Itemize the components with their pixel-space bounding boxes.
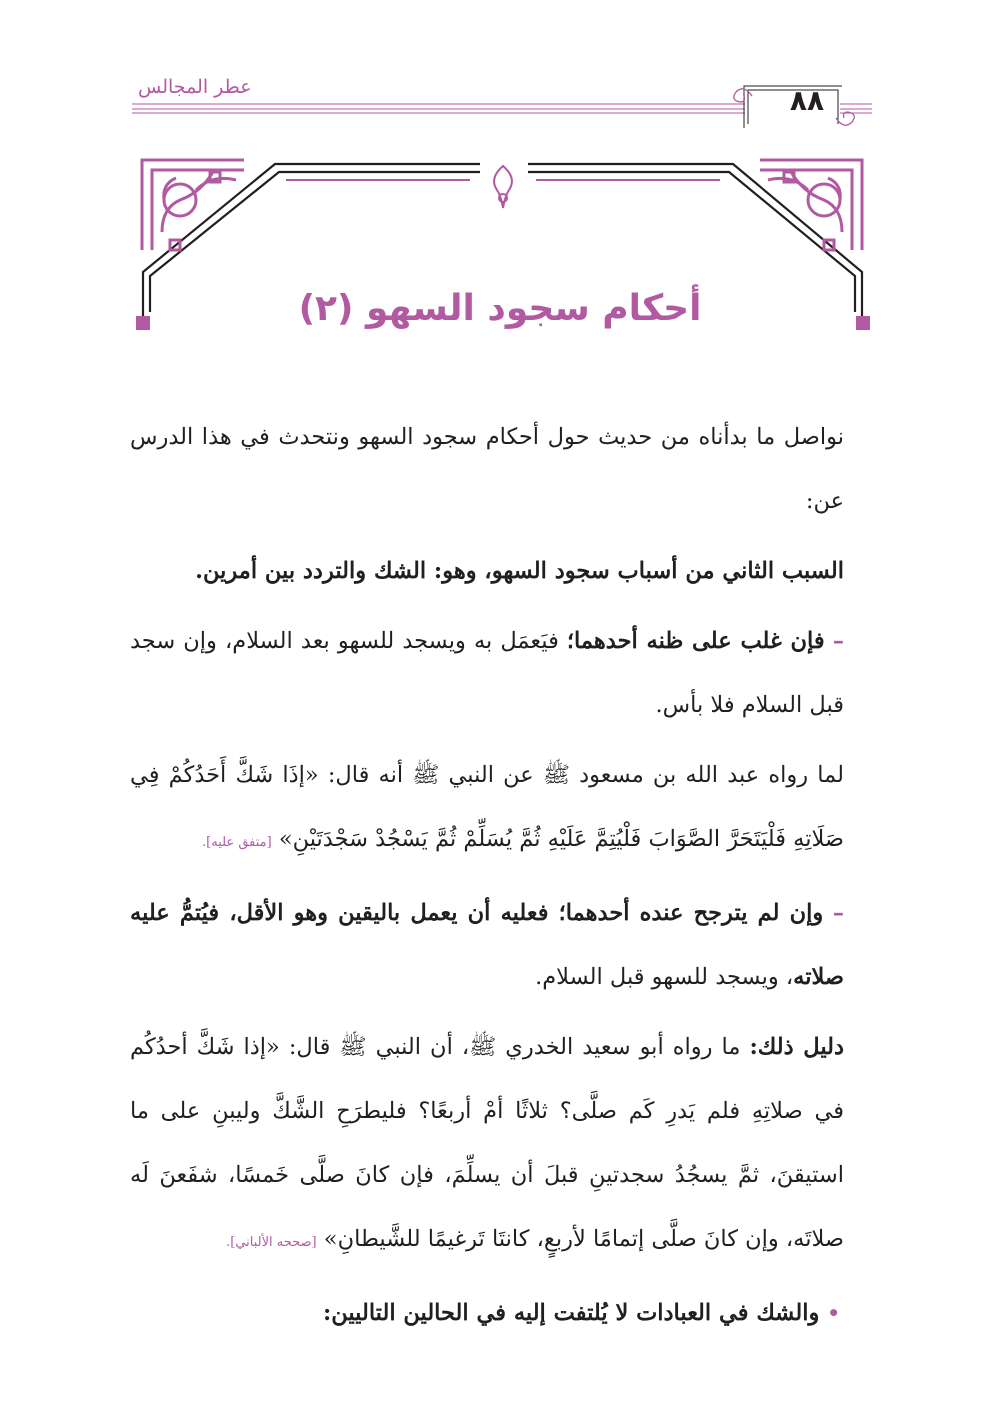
second-case-paragraph	[130, 881, 872, 1009]
right-square-icon	[856, 316, 870, 330]
page-number-box	[744, 86, 842, 128]
left-square-icon	[136, 316, 150, 330]
second-cause-text: السبب الثاني من أسباب سجود السهو، وهو: الشك والتردد بين أمرين.	[195, 558, 844, 584]
left-corner-ornament-icon	[142, 160, 244, 250]
evidence-paragraph	[130, 1015, 872, 1275]
second-case-bold: وإن لم يترجح عنده أحدهما؛ فعليه أن يعمل باليقين وهو الأقل، فيُتمُّ عليه صلاته	[130, 900, 844, 990]
first-case-bold: فإن غلب على ظنه أحدهما؛	[566, 628, 825, 654]
chapter-title: أحكام سجود السهو (٢)	[298, 288, 702, 329]
second-case-text: ، ويسجد للسهو قبل السلام.	[535, 964, 794, 990]
second-cause-heading	[130, 539, 872, 603]
bullet-text: والشك في العبادات لا يُلتفت إليه في الحالين التاليين:	[322, 1300, 820, 1326]
first-case-paragraph	[130, 609, 872, 737]
bullet-paragraph	[130, 1281, 872, 1345]
dash-marker: –	[832, 628, 844, 654]
header-rules	[132, 104, 872, 113]
evidence-text: ما رواه أبو سعيد الخدري ﷺ، أن النبي ﷺ قال: «إذا شَكَّ أحدُكُم في صلاتِهِ فلم يَدرِ كَم صلَّى؟ ثلاثًا أمْ أربعًا؟ فليطرَحِ الشَّكَّ وليبنِ على ما استيقنَ، ثمَّ يسجُدُ سجدتينِ قبلَ أن يسلِّمَ، فإن كانَ صلَّى خَمسًا، شفَعنَ لَه صلاتَه، وإن كانَ صلَّى إتمامًا لأربعٍ، كانتَا تَرغيمًا للشَّيطانِ»	[130, 1034, 844, 1252]
evidence-reference: [صححه الألباني].	[226, 1235, 317, 1250]
page-box-flourish-icon	[734, 89, 855, 125]
page-number: ٨٨	[789, 84, 825, 117]
bullet-icon: •	[827, 1301, 840, 1325]
dash-marker: –	[832, 900, 844, 926]
body-text	[130, 405, 872, 1351]
first-case-text: فيَعمَل به ويسجد للسهو بعد السلام، وإن سجد قبل السلام فلا بأس.	[130, 628, 844, 718]
hadith-reference: [متفق عليه].	[202, 835, 272, 850]
hadith-text: لما رواه عبد الله بن مسعود ﷺ عن النبي ﷺ أنه قال: «إذَا شَكَّ أَحَدُكُمْ فِي صَلَاتِهِ فَلْيَتَحَرَّ الصَّوَابَ فَلْيُتِمَّ عَلَيْهِ ثُمَّ يُسَلِّمْ ثُمَّ يَسْجُدْ سَجْدَتَيْنِ»	[130, 762, 844, 852]
hadith-paragraph	[130, 743, 872, 875]
intro-text: نواصل ما بدأناه من حديث حول أحكام سجود السهو ونتحدث في هذا الدرس عن:	[130, 424, 844, 514]
right-corner-ornament-icon	[760, 160, 862, 250]
evidence-label: دليل ذلك:	[749, 1034, 845, 1060]
book-title: عطر المجالس	[138, 76, 252, 98]
intro-paragraph	[130, 405, 872, 533]
